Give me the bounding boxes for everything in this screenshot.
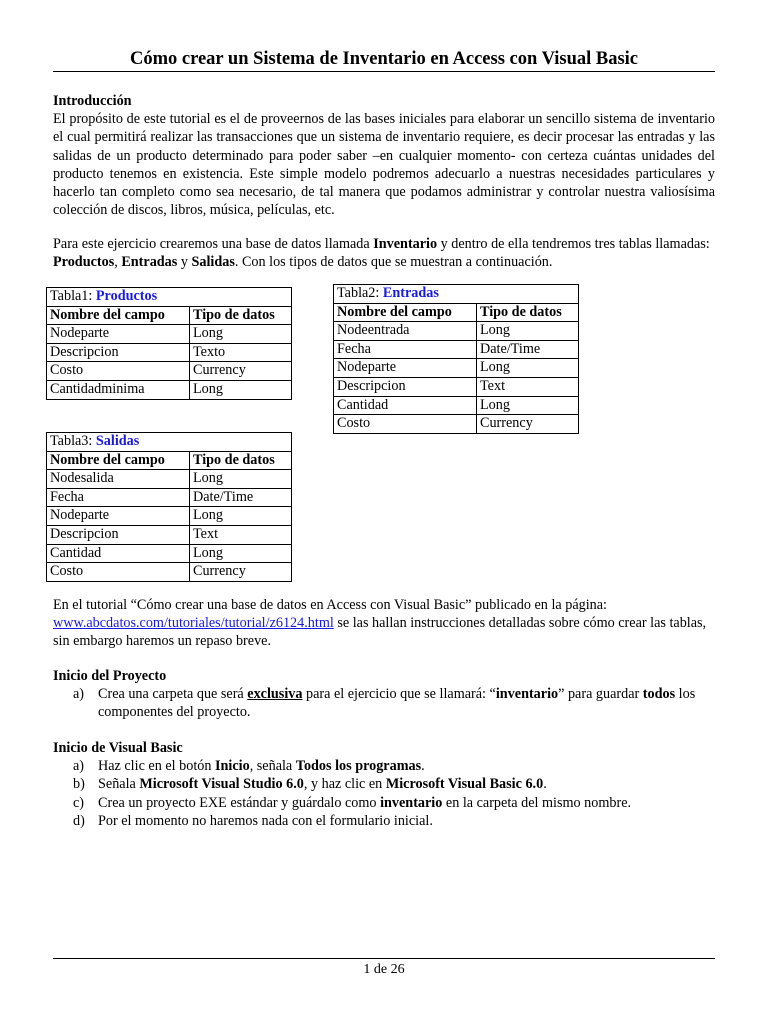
proyecto-list: [53, 685, 715, 721]
field-name-cell: Costo: [47, 563, 190, 582]
table-productos: [46, 287, 292, 400]
field-name-cell: Descripcion: [47, 343, 190, 362]
list-marker: a): [73, 686, 85, 703]
header-cell: Tipo de datos: [190, 306, 292, 325]
separator: y: [177, 254, 192, 271]
header-cell: Nombre del campo: [47, 306, 190, 325]
table-caption-prefix: Tabla3:: [50, 433, 96, 450]
page-number: 1 de 26: [363, 962, 405, 977]
header-cell: Tipo de datos: [190, 451, 292, 470]
data-type-cell: Text: [190, 525, 292, 544]
field-name-cell: Costo: [47, 362, 190, 381]
data-type-cell: Long: [190, 325, 292, 344]
visual-basic-heading: Inicio de Visual Basic: [53, 740, 183, 756]
header-cell: Nombre del campo: [334, 303, 477, 322]
table-salidas: [46, 432, 292, 582]
table-caption-name: Salidas: [95, 433, 140, 450]
data-type-cell: Currency: [190, 563, 292, 582]
table-row: [47, 380, 292, 399]
field-name-cell: Nodeparte: [47, 507, 190, 526]
table-row: [47, 544, 292, 563]
list-text: Haz clic en el botón: [98, 758, 215, 775]
data-type-cell: Currency: [190, 362, 292, 381]
table-row: [334, 396, 579, 415]
header-cell: Nombre del campo: [47, 451, 190, 470]
list-text: Crea una carpeta que será: [98, 686, 248, 703]
emphasis-text: inventario: [380, 794, 443, 811]
data-type-cell: Long: [477, 322, 579, 341]
table-caption-row: [47, 288, 292, 307]
intro-heading: Introducción: [53, 93, 132, 109]
emphasis-text: todos: [642, 686, 676, 703]
table-row: [47, 563, 292, 582]
field-name-cell: Descripcion: [47, 525, 190, 544]
list-text: , señala: [249, 758, 296, 775]
intro-section: [53, 92, 715, 219]
field-name-cell: Nodeparte: [334, 359, 477, 378]
field-name-cell: Nodeentrada: [334, 322, 477, 341]
table-row: [47, 525, 292, 544]
title-divider: [53, 71, 715, 72]
tutorial-link[interactable]: www.abcdatos.com/tutoriales/tutorial/z6124.html: [53, 615, 334, 632]
field-name-cell: Fecha: [334, 340, 477, 359]
table-entradas: [333, 284, 579, 434]
field-name-cell: Cantidadminima: [47, 380, 190, 399]
list-text: para el ejercicio que se llamará: “: [302, 686, 496, 703]
table-name-salidas: Salidas: [191, 254, 235, 271]
list-text: Por el momento no haremos nada con el formulario inicial.: [98, 812, 433, 829]
list-marker: d): [73, 812, 85, 829]
separator: ,: [114, 254, 122, 271]
table-caption-prefix: Tabla2:: [337, 285, 383, 302]
list-item: [53, 757, 715, 775]
emphasis-text: Microsoft Visual Basic 6.0: [385, 776, 544, 793]
emphasis-text: inventario: [495, 686, 559, 703]
table-caption-prefix: Tabla1:: [50, 288, 96, 305]
data-type-cell: Text: [477, 377, 579, 396]
proyecto-heading: Inicio del Proyecto: [53, 668, 167, 684]
table-row: [47, 470, 292, 489]
data-type-cell: Long: [190, 507, 292, 526]
tutorial-ref-text-1: En el tutorial “Cómo crear una base de datos en Access con Visual Basic” publicado en la página:: [53, 597, 607, 613]
field-name-cell: Nodeparte: [47, 325, 190, 344]
table-row: [334, 322, 579, 341]
database-name: Inventario: [373, 236, 438, 252]
table-caption: [334, 285, 579, 304]
table-caption-row: [334, 285, 579, 304]
visual-basic-section: [53, 739, 715, 830]
list-item: [53, 775, 715, 793]
list-text: los componentes del proyecto.: [98, 686, 696, 721]
emphasis-text: exclusiva: [247, 686, 303, 703]
data-type-cell: Date/Time: [477, 340, 579, 359]
list-text: ” para guardar: [558, 686, 643, 703]
visual-basic-list: [53, 757, 715, 830]
document-page: [50, 0, 715, 1024]
exercise-paragraph: [53, 235, 715, 271]
table-row: [334, 415, 579, 434]
list-text: .: [421, 758, 425, 775]
data-type-cell: Long: [477, 396, 579, 415]
data-type-cell: Long: [190, 470, 292, 489]
table-caption-name: Entradas: [382, 285, 439, 302]
data-type-cell: Long: [190, 544, 292, 563]
table-name-productos: Productos: [53, 254, 115, 271]
data-type-cell: Date/Time: [190, 488, 292, 507]
field-name-cell: Cantidad: [47, 544, 190, 563]
table-caption-row: [47, 433, 292, 452]
table-row: [334, 340, 579, 359]
exercise-text-2: y dentro de ella tendremos tres tablas llamadas:: [437, 236, 710, 252]
table-row: [334, 359, 579, 378]
emphasis-text: Inicio: [215, 758, 250, 775]
exercise-text-3: . Con los tipos de datos que se muestran a continuación.: [234, 254, 553, 271]
table-row: [47, 325, 292, 344]
table-row: [47, 362, 292, 381]
table-row: [334, 377, 579, 396]
table-caption: [47, 433, 292, 452]
table-caption-name: Productos: [95, 288, 158, 305]
table-caption: [47, 288, 292, 307]
data-type-cell: Long: [190, 380, 292, 399]
field-name-cell: Descripcion: [334, 377, 477, 396]
data-type-cell: Long: [477, 359, 579, 378]
table-header-row: [47, 306, 292, 325]
table-row: [47, 507, 292, 526]
data-type-cell: Texto: [190, 343, 292, 362]
page-title: Cómo crear un Sistema de Inventario en Access con Visual Basic: [129, 49, 639, 69]
list-item: [53, 794, 715, 812]
emphasis-text: Microsoft Visual Studio 6.0: [139, 776, 304, 793]
field-name-cell: Cantidad: [334, 396, 477, 415]
list-text: en la carpeta del mismo nombre.: [442, 794, 632, 811]
list-text: , y haz clic en: [303, 776, 386, 793]
footer-divider: [53, 958, 715, 959]
field-name-cell: Nodesalida: [47, 470, 190, 489]
header-cell: Tipo de datos: [477, 303, 579, 322]
intro-paragraph: El propósito de este tutorial es el de proveernos de las bases iniciales para elaborar un sencillo sistema de inventario el cual permitirá realizar las transacciones que un sistema de inventario requiere, es decir procesar las entradas y las salidas de un producto determinado para poder saber –en cualquier momento- con certeza cuántas unidades del producto tenemos en existencia. Este simple modelo podremos adecuarlo a nuestras necesidades particulares y hacerlo tan completo como sea necesario, de tal manera que podamos administrar y controlar nuestra valiosísima colección de discos, libros, música, películas, etc.: [53, 111, 715, 219]
list-text: Crea un proyecto EXE estándar y guárdalo como: [98, 794, 381, 811]
table-name-entradas: Entradas: [121, 254, 178, 271]
list-marker: a): [73, 758, 85, 775]
list-marker: c): [73, 794, 85, 811]
proyecto-section: [53, 667, 715, 722]
table-row: [47, 343, 292, 362]
tutorial-ref-text-2: se las hallan instrucciones detalladas sobre cómo crear las tablas, sin embargo haremos un repaso breve.: [53, 615, 707, 650]
list-marker: b): [73, 776, 85, 793]
list-text: Señala: [98, 776, 140, 793]
emphasis-text: Todos los programas: [295, 758, 422, 775]
list-item: [53, 685, 715, 721]
tutorial-reference: [53, 596, 715, 651]
exercise-text-1: Para este ejercicio crearemos una base de datos llamada: [53, 236, 374, 252]
list-text: .: [543, 776, 547, 793]
table-header-row: [47, 451, 292, 470]
list-item: [53, 812, 715, 830]
field-name-cell: Costo: [334, 415, 477, 434]
table-row: [47, 488, 292, 507]
data-type-cell: Currency: [477, 415, 579, 434]
field-name-cell: Fecha: [47, 488, 190, 507]
table-header-row: [334, 303, 579, 322]
